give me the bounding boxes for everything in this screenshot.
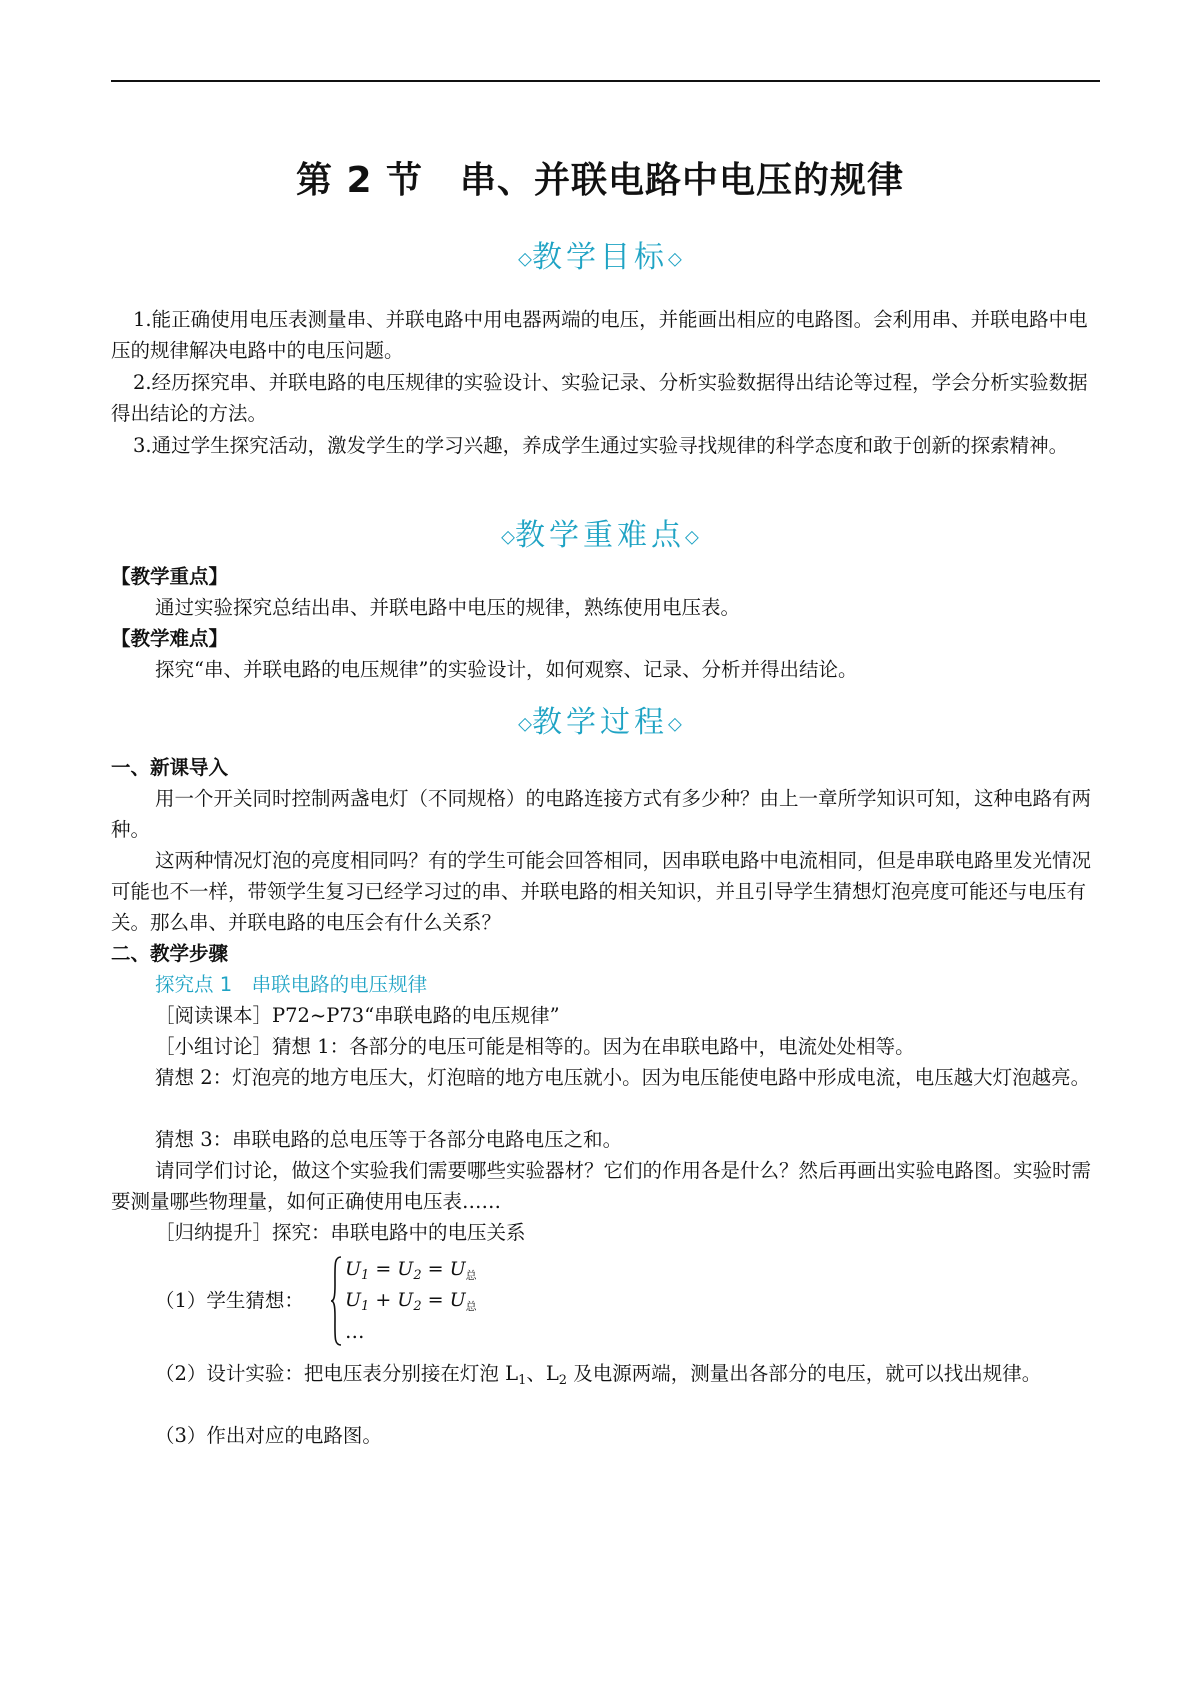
part1-heading: 一、新课导入 xyxy=(111,756,229,779)
goal-1: 1.能正确使用电压表测量串、并联电路中用电器两端的电压，并能画出相应的电路图。会利用串、并联电路中电压的规律解决电路中的电压问题。 xyxy=(111,308,1088,362)
brace-symbol xyxy=(330,1255,342,1347)
key-focus-text: 通过实验探究总结出串、并联电路中电压的规律，熟练使用电压表。 xyxy=(155,596,741,619)
diamond-icon: ◇ xyxy=(518,248,532,270)
header-rule xyxy=(111,80,1100,82)
key-focus-label: 【教学重点】 xyxy=(111,565,229,588)
equation-1: $U_1 = U_2 = U_总$ xyxy=(345,1258,477,1283)
intro-paragraph-1: 用一个开关同时控制两盏电灯（不同规格）的电路连接方式有多少种？由上一章所学知识可知，这种电路有两种。 xyxy=(111,787,1092,841)
diamond-icon: ◇ xyxy=(668,713,682,735)
explore-point-title: 探究点 1 串联电路的电压规律 xyxy=(155,973,428,996)
guess-2: 猜想 2：灯泡亮的地方电压大，灯泡暗的地方电压就小。因为电压能使电路中形成电流，电压越大灯泡越亮。 xyxy=(155,1066,1091,1089)
intro-paragraph-2: 这两种情况灯泡的亮度相同吗？有的学生可能会回答相同，因串联电路中电流相同，但是串联电路里发光情况可能也不一样，带领学生复习已经学习过的串、并联电路的相关知识，并且引导学生猜想灯泡亮度可能还与电压有关。那么串、并联电路的电压会有什么关系？ xyxy=(111,849,1092,934)
guess-3: 猜想 3：串联电路的总电压等于各部分电路电压之和。 xyxy=(155,1128,623,1151)
diamond-icon: ◇ xyxy=(501,526,515,548)
key-difficulty-text: 探究“串、并联电路的电压规律”的实验设计，如何观察、记录、分析并得出结论。 xyxy=(155,658,858,681)
diamond-icon: ◇ xyxy=(685,526,699,548)
diamond-icon: ◇ xyxy=(518,713,532,735)
goal-3: 3.通过学生探究活动，激发学生的学习兴趣，养成学生通过实验寻找规律的科学态度和敢于创新的探索精神。 xyxy=(133,434,1069,457)
diamond-icon: ◇ xyxy=(668,248,682,270)
key-difficulty-label: 【教学难点】 xyxy=(111,627,229,650)
equation-2: $U_1 + U_2 = U_总$ xyxy=(345,1289,477,1314)
section-heading-goals: ◇教学目标◇ xyxy=(518,240,682,275)
goal-2: 2.经历探究串、并联电路的电压规律的实验设计、实验记录、分析实验数据得出结论等过程，学会分析实验数据得出结论的方法。 xyxy=(111,371,1088,425)
discussion-line: ［小组讨论］猜想 1：各部分的电压可能是相等的。因为在串联电路中，电流处处相等。 xyxy=(155,1035,915,1058)
summary-line: ［归纳提升］探究：串联电路中的电压关系 xyxy=(155,1221,526,1244)
step2-design: （2）设计实验：把电压表分别接在灯泡 $L_1$、$L_2$ 及电源两端，测量出各部分的电压，就可以找出规律。 xyxy=(155,1362,1042,1388)
reading-line: ［阅读课本］P72~P73“串联电路的电压规律” xyxy=(155,1004,560,1027)
equation-ellipsis: … xyxy=(345,1320,365,1343)
discussion-question: 请同学们讨论，做这个实验我们需要哪些实验器材？它们的作用各是什么？然后再画出实验电路图。实验时需要测量哪些物理量，如何正确使用电压表…… xyxy=(111,1159,1092,1213)
step3-draw: （3）作出对应的电路图。 xyxy=(155,1424,382,1447)
step1-label: （1）学生猜想： xyxy=(155,1289,304,1312)
section-heading-key: ◇教学重难点◇ xyxy=(501,518,699,553)
part2-heading: 二、教学步骤 xyxy=(111,942,229,965)
section-heading-process: ◇教学过程◇ xyxy=(518,705,682,740)
page-title: 第 2 节 串、并联电路中电压的规律 xyxy=(295,160,905,201)
